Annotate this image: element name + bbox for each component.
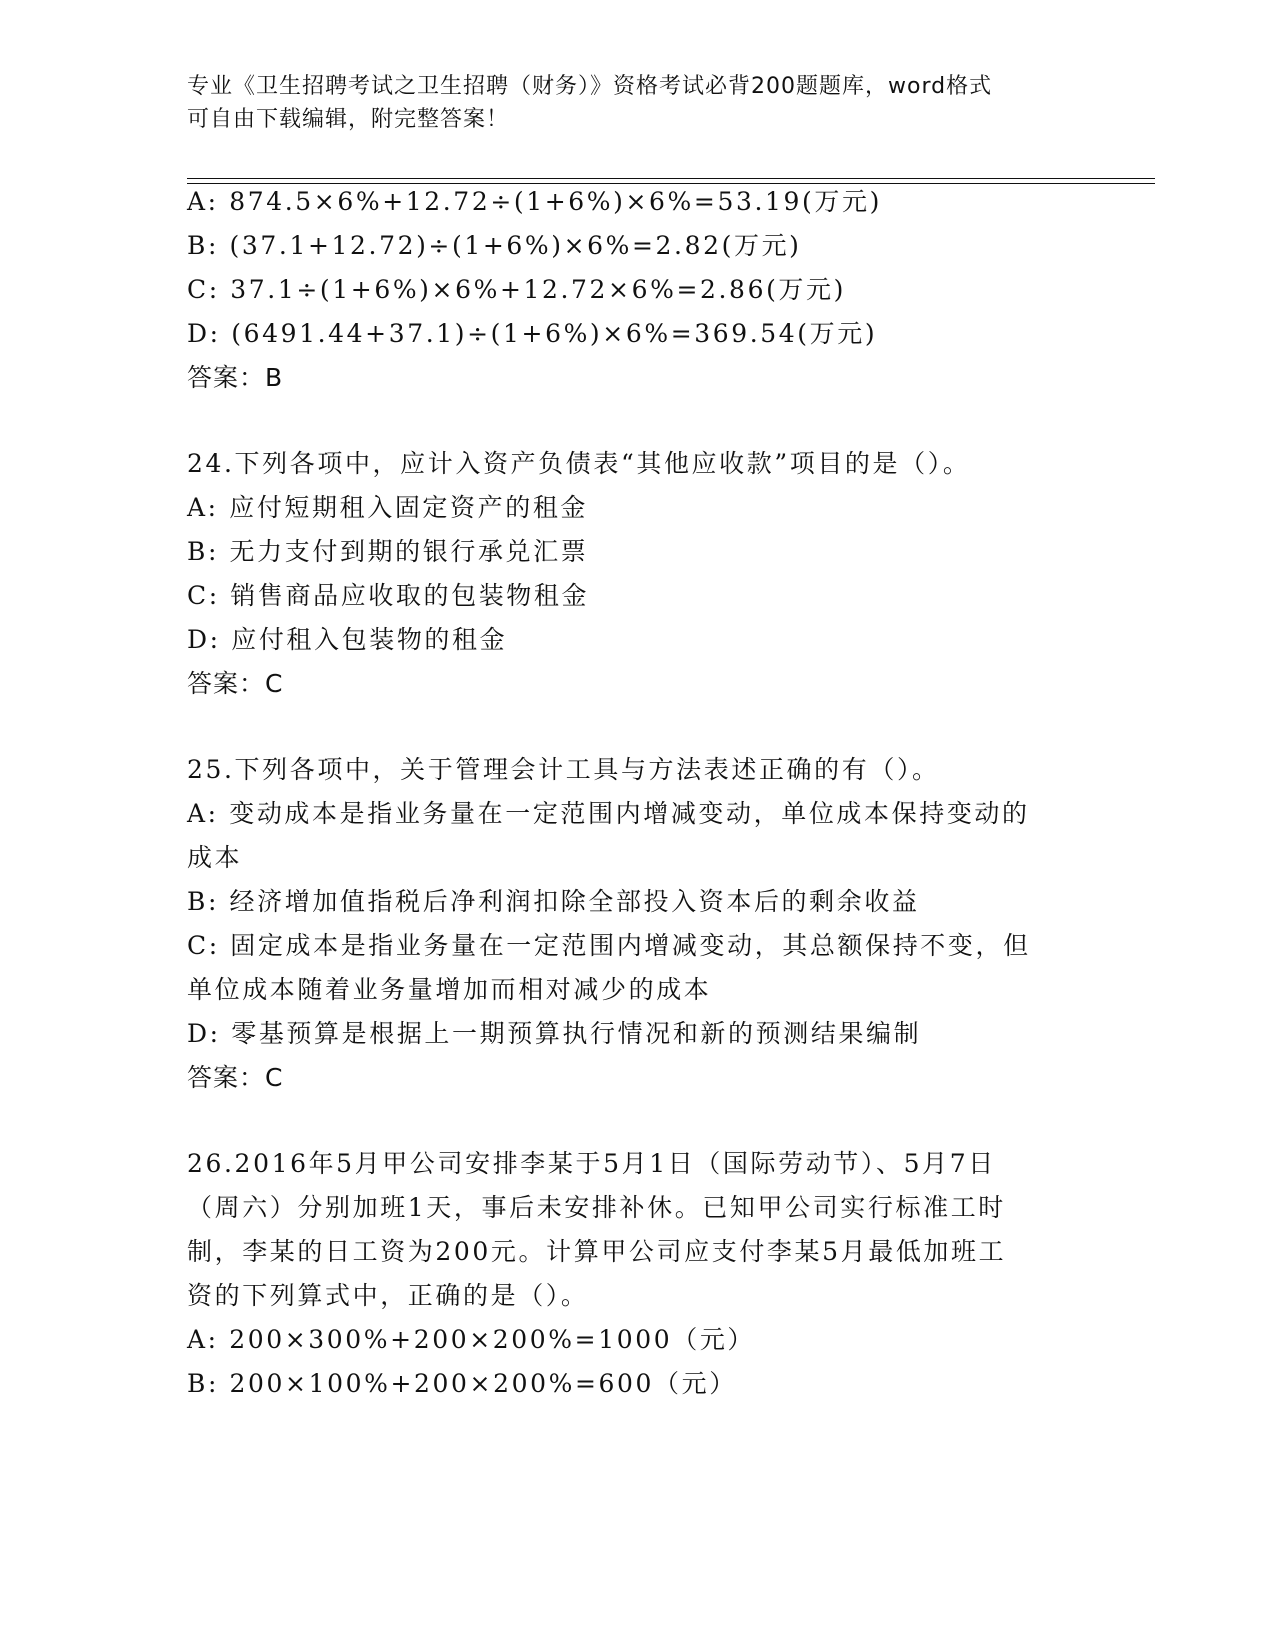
q26-question-line-1: 26.2016年5月甲公司安排李某于5月1日（国际劳动节）、5月7日 bbox=[187, 1149, 996, 1178]
q24-option-c: C: 销售商品应收取的包装物租金 bbox=[187, 581, 590, 610]
q25-option-c: C: 固定成本是指业务量在一定范围内增减变动，其总额保持不变，但 bbox=[187, 931, 1031, 960]
header-divider-bottom bbox=[187, 183, 1155, 184]
q26-question-line-4: 资的下列算式中，正确的是（）。 bbox=[187, 1281, 589, 1310]
q24-option-d: D: 应付租入包装物的租金 bbox=[187, 625, 508, 654]
q25-answer: 答案：C bbox=[187, 1063, 284, 1092]
q23-option-b: B: (37.1+12.72)÷(1+6%)×6%=2.82(万元) bbox=[187, 231, 802, 260]
q23-option-d: D: (6491.44+37.1)÷(1+6%)×6%=369.54(万元) bbox=[187, 319, 878, 348]
q25-option-c-continued: 单位成本随着业务量增加而相对减少的成本 bbox=[187, 975, 712, 1004]
q24-option-a: A: 应付短期租入固定资产的租金 bbox=[187, 493, 589, 522]
q26-option-a: A: 200×300%+200×200%=1000（元） bbox=[187, 1325, 756, 1354]
q25-option-a-continued: 成本 bbox=[187, 843, 243, 872]
q23-answer: 答案：B bbox=[187, 363, 284, 392]
q26-question-line-2: （周六）分别加班1天，事后未安排补休。已知甲公司实行标准工时 bbox=[187, 1193, 1006, 1222]
q26-question-line-3: 制，李某的日工资为200元。计算甲公司应支付李某5月最低加班工 bbox=[187, 1237, 1007, 1266]
q24-answer: 答案：C bbox=[187, 669, 284, 698]
q24-option-b: B: 无力支付到期的银行承兑汇票 bbox=[187, 537, 589, 566]
q25-option-b: B: 经济增加值指税后净利润扣除全部投入资本后的剩余收益 bbox=[187, 887, 920, 916]
header-line-1: 专业《卫生招聘考试之卫生招聘（财务）》资格考试必背200题题库，word格式 bbox=[187, 74, 993, 99]
q24-question: 24.下列各项中，应计入资产负债表“其他应收款”项目的是（）。 bbox=[187, 449, 971, 478]
q25-question: 25.下列各项中，关于管理会计工具与方法表述正确的有（）。 bbox=[187, 755, 940, 784]
header-line-2: 可自由下载编辑，附完整答案！ bbox=[187, 107, 510, 132]
header-divider-top bbox=[187, 178, 1155, 179]
document-header bbox=[187, 70, 1067, 136]
q25-option-a: A: 变动成本是指业务量在一定范围内增减变动，单位成本保持变动的 bbox=[187, 799, 1030, 828]
q25-option-d: D: 零基预算是根据上一期预算执行情况和新的预测结果编制 bbox=[187, 1019, 922, 1048]
q23-option-c: C: 37.1÷(1+6%)×6%+12.72×6%=2.86(万元) bbox=[187, 275, 846, 304]
q26-option-b: B: 200×100%+200×200%=600（元） bbox=[187, 1369, 737, 1398]
q23-option-a: A: 874.5×6%+12.72÷(1+6%)×6%=53.19(万元) bbox=[187, 187, 882, 216]
